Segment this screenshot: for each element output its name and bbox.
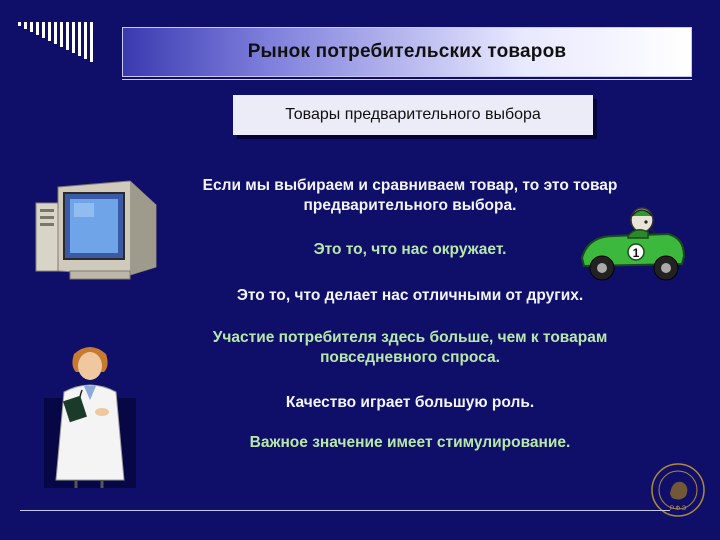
paragraph-distinction: Это то, что делает нас отличными от других. [236,287,584,304]
subtitle-box [233,95,593,135]
decorative-bars-icon [18,22,128,72]
car-number: 1 [632,246,640,260]
footer-divider [20,510,670,511]
paragraph-participation: Участие потребителя здесь больше, чем к товарам повседневного спроса. [212,329,608,366]
subtitle: Товары предварительного выбора [285,106,541,123]
title-banner [122,27,692,77]
doctor-icon [44,340,136,488]
seal-letters: P Ф Э [669,506,687,512]
race-car-icon [578,198,688,286]
computer-icon [30,175,160,285]
page-title: Рынок потребительских товаров [247,41,567,62]
title-divider [122,79,692,80]
paragraph-quality: Качество играет большую роль. [285,394,535,411]
paragraph-stimulation: Важное значение имеет стимулирование. [249,434,571,451]
paragraph-definition: Если мы выбираем и сравниваем товар, то это товар предварительного выбора. [202,177,618,214]
paragraph-surroundings: Это то, что нас окружает. [313,241,507,258]
